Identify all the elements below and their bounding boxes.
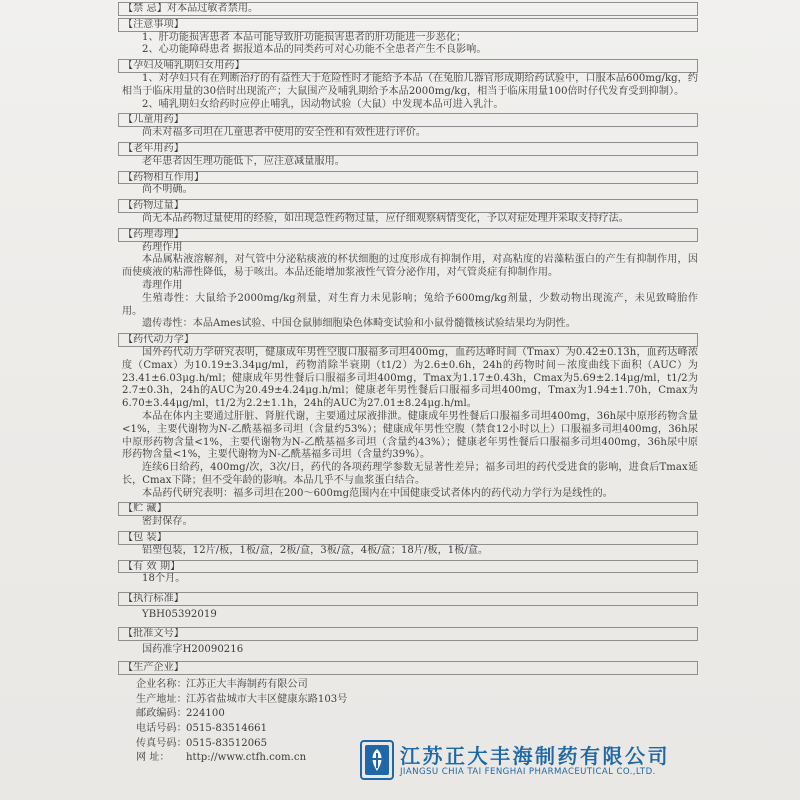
row-value: 0515-83512065 [186,737,268,749]
row-value: 江苏正大丰海制药有限公司 [186,679,308,691]
section-heading: 【有 效 期】 [123,560,181,572]
leaflet-text-column [118,0,698,766]
section-heading: 【孕妇及哺乳期妇女用药】 [123,60,245,72]
section-body-elderly [118,156,698,169]
paragraph: 铝塑包装，12片/板，1板/盒，2板/盒，3板/盒，4板/盒；18片/板，1板/盒。 [142,544,489,556]
paragraph: 本品属粘液溶解剂，对气管中分泌粘痰液的杯状细胞的过度形成有抑制作用，对高粘度的岩藻粘蛋白的产生有抑制作用，因而使痰液的粘滞性降低，易于咳出。本品还能增加浆液性气管分泌作用，对气管炎症有抑制作用。 [122,254,698,279]
paragraph: 生殖毒性：大鼠给予2000mg/kg剂量，对生育力未见影响；兔给予600mg/kg剂量，少数动物出现流产，未见致畸胎作用。 [122,292,698,317]
section-body-storage [118,516,698,529]
section-heading: 【注意事项】 [123,18,184,30]
section-heading: 【老年用药】 [123,142,184,154]
paragraph: 国外药代动力学研究表明，健康成年男性空腹口服福多司坦400mg，血药达峰时间（Tmax）为0.42±0.13h，血药达峰浓度（Cmax）为10.19±3.34μg/ml，药物消除半衰期（t1/2）为2.6±0.6h，24h的药物时间－浓度曲线下面积（AUC）为23.41±6.03μg.h/ml；健康成年男性餐后口服福多司坦400mg，Tmax为1.17±0.43h，Cmax为5.69±2.14μg/ml，t1/2为2.7±0.3h，24h的AUC为20.49±4.24μg.h/ml；健康老年男性餐后口服福多司坦400mg，Tmax为1.94±1.70h，Cmax为6.70±3.44μg/ml，t1/2为2.2±1.1h，24h的AUC为27.01±8.24μg.h/ml。 [122,346,698,410]
paragraph: 密封保存。 [142,516,193,528]
section-body-precautions [118,32,698,58]
paragraph: 国药准字H20090216 [142,643,244,655]
section-heading-storage [118,502,698,516]
row-label: 网 址： [136,752,170,764]
section-heading: 【包 装】 [123,532,167,544]
paragraph: 1、肝功能损害患者 本品可能导致肝功能损害患者的肝功能进一步恶化； [142,31,467,43]
row-value: 江苏省盐城市大丰区健康东路103号 [186,693,348,705]
section-text: 对本品过敏者禁用。 [166,3,259,14]
section-body-standard [118,609,698,622]
manufacturer-row-address [136,693,698,708]
section-contraindications [118,2,698,16]
section-body-interactions [118,184,698,197]
section-body-pharmacokinetics [118,347,698,501]
section-heading: 【执行标准】 [123,593,184,605]
paragraph: 1、对孕妇只有在判断治疗的有益性大于危险性时才能给予本品（在兔胎儿器官形成期给药试验中，口服本品600mg/kg，约相当于临床用量的30倍时出现流产；大鼠围产及哺乳期给予本品2000mg/kg，相当于临床用量100倍时仔代发育受到抑制）。 [122,72,698,97]
subheading: 药理作用 [142,241,183,253]
manufacturer-row-postcode [136,707,698,722]
section-heading: 【药理毒理】 [123,228,184,240]
company-name-cn: 江苏正大丰海制药有限公司 [400,744,670,768]
row-value: 0515-83514661 [186,723,268,735]
paragraph: 遗传毒性：本品Ames试验、中国仓鼠肺细胞染色体畸变试验和小鼠骨髓微核试验结果均为阴性。 [142,318,576,330]
section-heading: 【药物过量】 [123,200,184,212]
paragraph: YBH05392019 [142,609,217,621]
row-label: 企业名称： [136,679,187,691]
section-body-validity [118,573,698,586]
section-heading-pharmacology [118,228,698,242]
section-heading: 【禁 忌】 [123,3,167,14]
section-heading-packaging [118,531,698,545]
section-heading-children [118,113,698,127]
company-name-en: JIANGSU CHIA TAI FENGHAI PHARMACEUTICAL CO.,LTD. [400,767,656,777]
section-body-approval [118,644,698,657]
section-body-pregnancy [118,73,698,111]
section-heading: 【儿童用药】 [123,114,184,126]
row-label: 传真号码： [136,737,187,749]
row-value: 224100 [186,708,225,720]
company-emblem-icon [360,740,394,780]
section-heading: 【药代动力学】 [123,334,195,346]
row-label: 邮政编码： [136,708,187,720]
section-heading-standard [118,592,698,606]
section-heading-precautions [118,18,698,32]
manufacturer-row-name [136,678,698,693]
paragraph: 尚未对福多司坦在儿童患者中使用的安全性和有效性进行评价。 [142,127,427,139]
row-value: http://www.ctfh.com.cn [186,752,307,764]
row-label: 生产地址： [136,693,187,705]
paragraph: 本品在体内主要通过肝脏、肾脏代谢，主要通过尿液排泄。健康成年男性餐后口服福多司坦400mg，36h尿中原形药物含量<1%，主要代谢物为N-乙酰基福多司坦（含量约53%）；健康成年男性空腹（禁食12小时以上）口服福多司坦400mg，36h尿中原形药物含量<1%，主要代谢物为N-乙酰基福多司坦（含量约43%）；健康老年男性餐后口服福多司坦400mg，36h尿中原形药物含量<1%，主要代谢物为N-乙酰基福多司坦（含量约39%）。 [122,410,698,461]
section-heading-approval [118,627,698,641]
subheading: 毒理作用 [142,279,183,291]
section-heading: 【批准文号】 [123,627,184,639]
section-heading-validity [118,560,698,574]
section-heading-pharmacokinetics [118,333,698,347]
paragraph: 2、心功能障碍患者 据报道本品的同类药可对心功能不全患者产生不良影响。 [142,44,487,56]
manufacturer-row-phone [136,722,698,737]
section-heading: 【生产企业】 [123,662,184,674]
section-body-children [118,127,698,140]
row-label: 电话号码： [136,723,187,735]
section-heading-manufacturer [118,661,698,675]
section-heading-elderly [118,142,698,156]
section-heading-overdose [118,199,698,213]
paragraph: 尚无本品药物过量使用的经验，如出现急性药物过量，应仔细观察病情变化，予以对症处理并采取支持疗法。 [142,212,629,224]
section-heading-pregnancy [118,59,698,73]
paragraph: 本品药代研究表明：福多司坦在200～600mg范围内在中国健康受试者体内的药代动力学行为是线性的。 [142,487,613,499]
paragraph: 连续6日给药，400mg/次，3次/日，药代的各项药理学参数无显著性差异；福多司坦的药代受进食的影响，进食后Tmax延长，Cmax下降；但不受年龄的影响。本品几乎不与血浆蛋白结合。 [122,462,698,486]
paragraph: 老年患者因生理功能低下，应注意减量服用。 [142,155,345,167]
section-heading: 【药物相互作用】 [123,171,205,183]
paragraph: 2、哺乳期妇女给药时应停止哺乳，因动物试验（大鼠）中发现本品可进入乳汁。 [142,98,504,110]
section-body-overdose [118,213,698,226]
section-heading-interactions [118,171,698,185]
section-body-pharmacology [118,242,698,332]
section-heading: 【贮 藏】 [123,503,167,515]
section-body-packaging [118,545,698,558]
paragraph: 18个月。 [142,573,186,585]
company-logo [360,738,670,788]
paragraph: 尚不明确。 [142,184,193,196]
